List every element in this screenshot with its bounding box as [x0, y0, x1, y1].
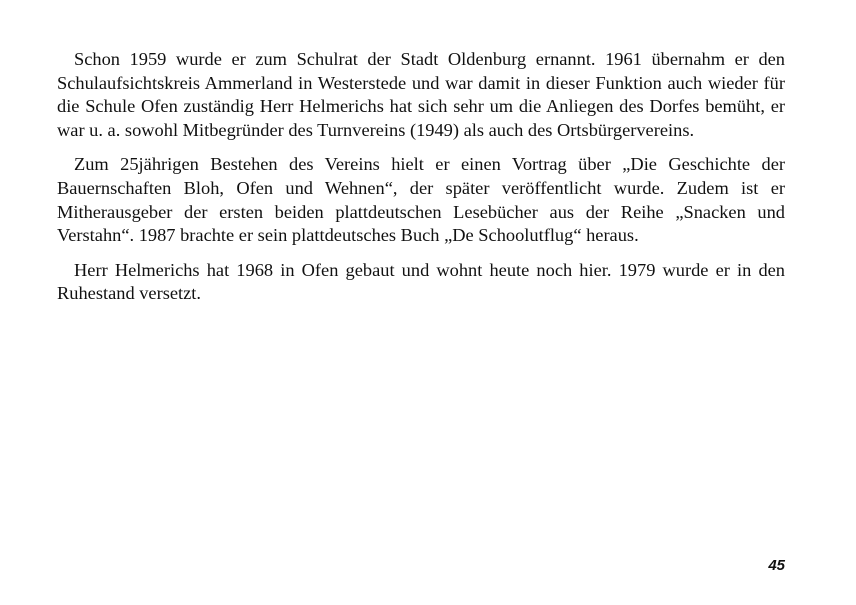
page-number: 45 — [768, 557, 785, 574]
body-text — [57, 48, 785, 317]
paragraph-1: Schon 1959 wurde er zum Schulrat der Stadt Oldenburg ernannt. 1961 übernahm er den Schulaufsichtskreis Ammerland in Westerstede und war damit in dieser Funktion auch wieder für die Schule Ofen zuständig Herr Helmerichs hat sich sehr um die Anliegen des Dorfes bemüht, er war u. a. sowohl Mitbegründer des Turnvereins (1949) als auch des Ortsbürgervereins. — [57, 49, 785, 140]
paragraph-2: Zum 25jährigen Bestehen des Vereins hielt er einen Vortrag über „Die Geschichte der Bauernschaften Bloh, Ofen und Wehnen“, der später veröffentlicht wurde. Zudem ist er Mitherausgeber der ersten beiden plattdeutschen Lesebücher aus der Reihe „Snacken und Verstahn“. 1987 brachte er sein plattdeutsches Buch „De Schoolutflug“ heraus. — [57, 154, 785, 246]
paragraph-3: Herr Helmerichs hat 1968 in Ofen gebaut und wohnt heute noch hier. 1979 wurde er in den Ruhestand versetzt. — [57, 259, 785, 304]
